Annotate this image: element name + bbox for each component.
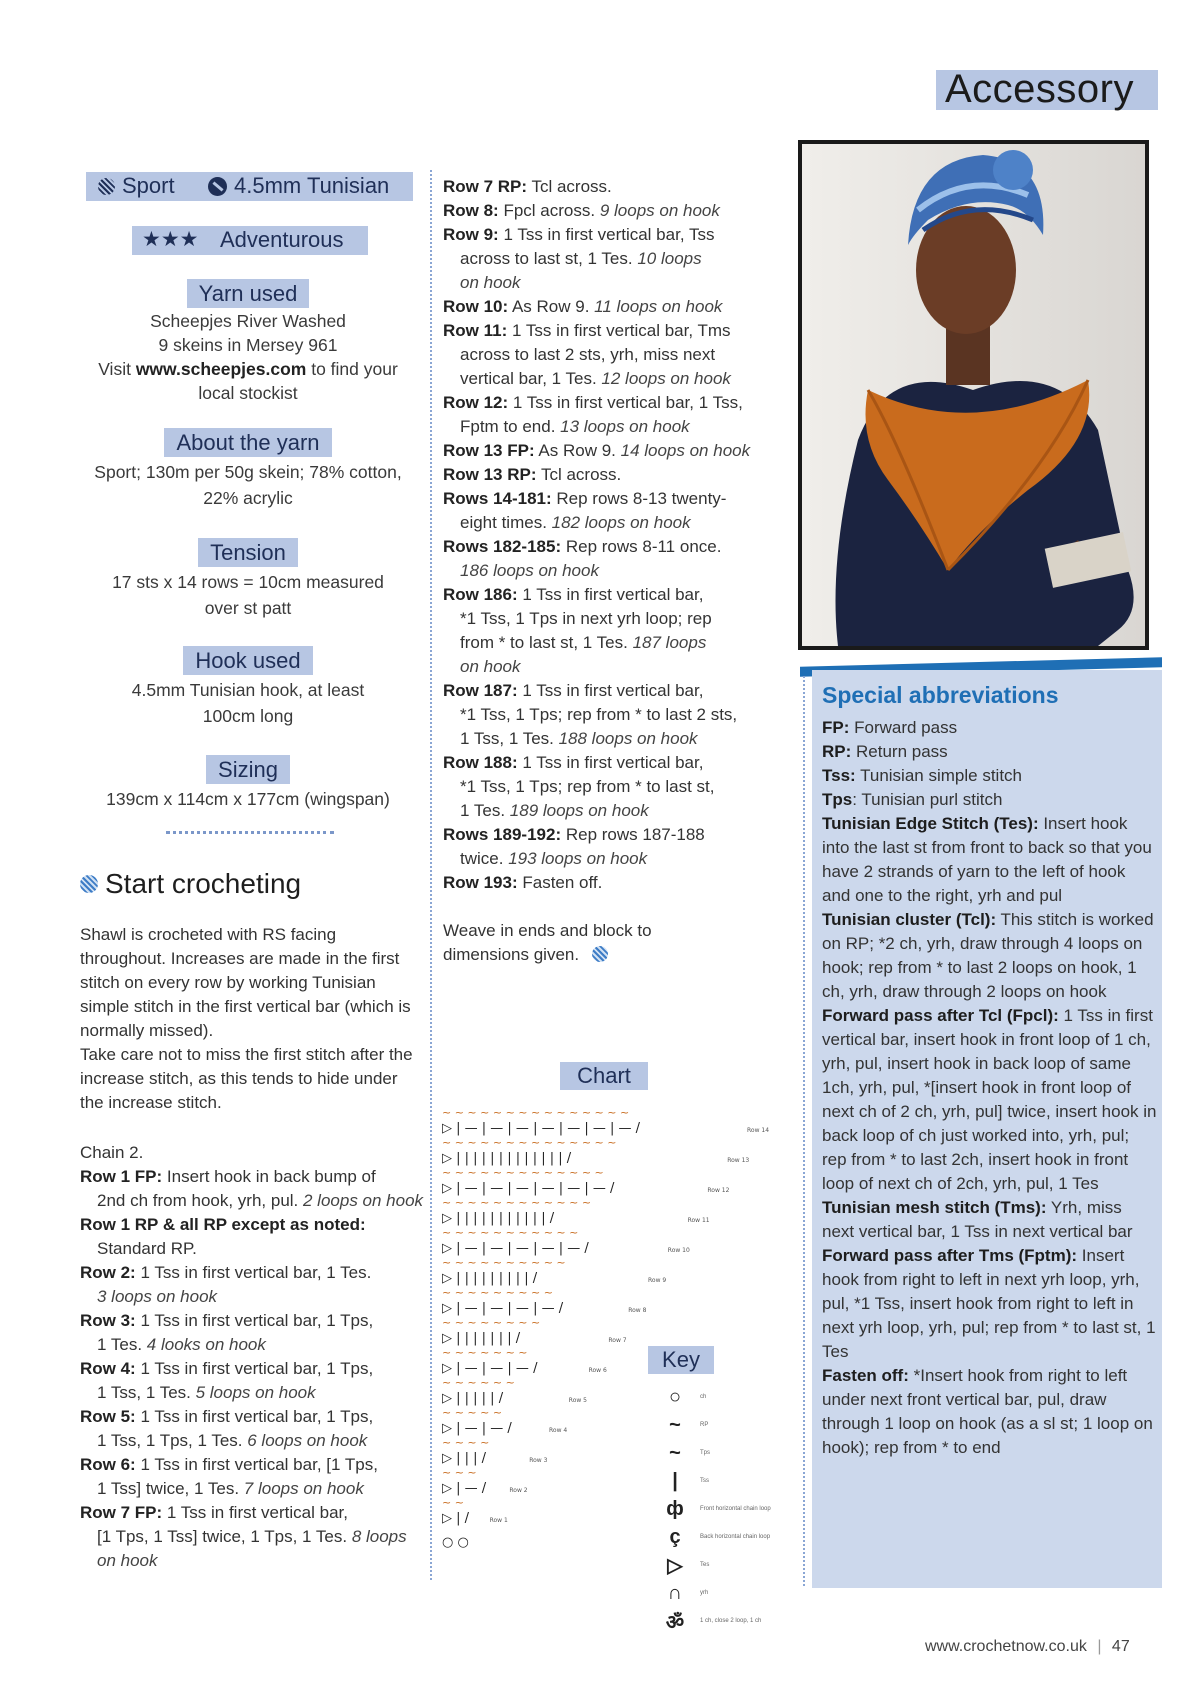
- tension-line2: over st patt: [204, 598, 292, 618]
- hook-icon: [208, 177, 227, 196]
- chart-row-label: Row 6: [588, 1367, 607, 1374]
- row-loop-count: 7 loops on hook: [243, 1479, 364, 1498]
- yarn-line4: local stockist: [198, 383, 298, 403]
- row-text: Tcl across.: [536, 465, 622, 484]
- sizing-section: [78, 755, 418, 811]
- yarn-visit-line: Visit www.scheepjes.com to find your: [98, 359, 398, 379]
- end-yarn-ball-icon: [592, 946, 608, 962]
- row-text: 1 Tss in first vertical bar, 1 Tps,: [135, 1407, 374, 1426]
- row-loop-count: 8 loops: [351, 1527, 407, 1546]
- key-label: Tss: [700, 1478, 709, 1484]
- row-text: *1 Tss, 1 Tps in next yrh loop; rep: [460, 609, 712, 628]
- yarn-ball-icon: [98, 178, 115, 195]
- abbreviation-term: Tunisian Edge Stitch (Tes):: [822, 814, 1039, 833]
- abbreviation-item: [822, 740, 1157, 764]
- chart-row-label: Row 3: [529, 1457, 548, 1464]
- about-line1: Sport; 130m per 50g skein; 78% cotton,: [94, 462, 402, 482]
- pattern-row-cont: [443, 847, 788, 871]
- model-photo: [798, 140, 1149, 650]
- yarn-used-section: [78, 279, 418, 405]
- row-text: 2nd ch from hook, yrh, pul.: [97, 1191, 303, 1210]
- start-intro: [80, 923, 418, 1115]
- section-divider: [166, 831, 334, 834]
- row-loop-count: 10 loops: [637, 249, 702, 268]
- pattern-row: [443, 223, 788, 247]
- pattern-row: [443, 319, 788, 343]
- row-text: twice.: [460, 849, 509, 868]
- chart-stitch-row: ▷ | | | | | | | /: [442, 1331, 521, 1346]
- row-text: Rep rows 8-13 twenty-: [551, 489, 727, 508]
- abbreviation-item: [822, 1364, 1157, 1460]
- row-text: Insert hook in back bump of: [162, 1167, 376, 1186]
- difficulty-stars: ★★★: [142, 228, 199, 251]
- key-item: [660, 1467, 790, 1495]
- difficulty-tag: [132, 226, 368, 255]
- yarn-ball-icon: [80, 875, 98, 893]
- row-text: across to last 2 sts, yrh, miss next: [460, 345, 716, 364]
- page-number: 47: [1111, 1638, 1130, 1655]
- row-text: Tcl across.: [527, 177, 612, 196]
- panel-divider: [803, 676, 805, 1586]
- row-text: *1 Tss, 1 Tps; rep from * to last st,: [460, 777, 715, 796]
- pattern-row-cont: [443, 343, 788, 367]
- abbreviation-definition: : Tunisian purl stitch: [852, 790, 1003, 809]
- chart-row-label: Row 1: [489, 1517, 508, 1524]
- row-text: across to last st, 1 Tes.: [460, 249, 638, 268]
- pattern-row-cont: [443, 367, 788, 391]
- col2-row-list: [443, 175, 788, 967]
- chart-rp-marks: ~ ~ ~ ~ ~ ~ ~ ~ ~: [442, 1286, 553, 1299]
- key-symbol-icon: ○: [668, 1385, 682, 1408]
- row-text: 1 Tss in first vertical bar,: [162, 1503, 348, 1522]
- row-label: Row 5:: [80, 1407, 136, 1426]
- pattern-row: [80, 1357, 425, 1381]
- key-item: [660, 1523, 790, 1551]
- category-label: Accessory: [945, 67, 1134, 111]
- abbreviation-definition: Tunisian simple stitch: [855, 766, 1022, 785]
- pattern-row-cont: [443, 703, 788, 727]
- key-symbol-icon: ç: [669, 1525, 681, 1548]
- row-loop-count: 6 loops on hook: [247, 1431, 368, 1450]
- key-label: Tes: [700, 1562, 710, 1568]
- row-loop-count: 186 loops on hook: [460, 561, 599, 580]
- chart-stitch-row: ▷ | — | — /: [442, 1421, 512, 1436]
- chart-stitch-row: ▷ | | | | | | | | | | | /: [442, 1211, 555, 1226]
- hook-used-section: [78, 646, 418, 728]
- footer-separator: |: [1097, 1638, 1102, 1655]
- chart-rp-marks: ~ ~ ~ ~ ~ ~ ~ ~ ~ ~: [442, 1256, 566, 1269]
- row-loop-count: 12 loops on hook: [601, 369, 731, 388]
- pattern-row: [80, 1213, 425, 1237]
- footer-url[interactable]: www.crochetnow.co.uk: [925, 1638, 1087, 1655]
- pattern-row-cont: [80, 1381, 425, 1405]
- row-text: 1 Tss in first vertical bar, Tss: [498, 225, 715, 244]
- pattern-row: [80, 1453, 425, 1477]
- row-text: 1 Tss in first vertical bar, 1 Tss,: [508, 393, 743, 412]
- row-loop-count: 14 loops on hook: [620, 441, 751, 460]
- abbreviation-item: [822, 908, 1157, 1004]
- row-text: Standard RP.: [97, 1239, 197, 1258]
- row-text: 1 Tss in first vertical bar, 1 Tps,: [135, 1359, 374, 1378]
- row-text: Fasten off.: [517, 873, 603, 892]
- abbreviations-heading: Special abbreviations: [822, 682, 1059, 708]
- pattern-row: [80, 1405, 425, 1429]
- row-label: Row 1 RP & all RP except as noted:: [80, 1215, 366, 1234]
- key-item: [660, 1495, 790, 1523]
- row-label: Row 193:: [443, 873, 518, 892]
- key-symbol-icon: ~: [669, 1441, 681, 1464]
- row-text: As Row 9.: [534, 441, 621, 460]
- meta-weight-hook: [86, 172, 413, 201]
- chart-row-label: Row 4: [549, 1427, 568, 1434]
- pattern-row-cont: [80, 1237, 425, 1261]
- chart-rp-marks: ~ ~ ~ ~ ~ ~ ~ ~ ~ ~ ~ ~ ~ ~: [442, 1136, 617, 1149]
- row-loop-count: 187 loops: [632, 633, 707, 652]
- row-loop-count: 4 looks on hook: [146, 1335, 266, 1354]
- pattern-row: [443, 439, 788, 463]
- row-text: 1 Tss in first vertical bar,: [517, 753, 704, 772]
- row-text: [1 Tps, 1 Tss] twice, 1 Tps, 1 Tes.: [97, 1527, 352, 1546]
- sizing-heading: Sizing: [206, 755, 290, 784]
- chart-row-label: Row 14: [747, 1127, 770, 1134]
- row-loop-count: on hook: [97, 1551, 158, 1570]
- key-heading-tag: [648, 1346, 714, 1374]
- row-text: 1 Tss, 1 Tes.: [97, 1383, 196, 1402]
- chart-rp-marks: ~ ~ ~ ~ ~ ~: [442, 1376, 515, 1389]
- pattern-row-cont: [443, 727, 788, 751]
- abbreviation-term: FP:: [822, 718, 850, 737]
- abbreviation-definition: Insert hook from right to left in next yrh loop, yrh, pul, *1 Tss, insert hook from right to left in next yrh loop, yrh, pul; rep from * to last st, 1 Tes: [822, 1246, 1156, 1361]
- chart-heading-tag: [560, 1062, 648, 1090]
- row-loop-count: 188 loops on hook: [558, 729, 698, 748]
- row-loop-count: 5 loops on hook: [195, 1383, 316, 1402]
- pattern-row: [443, 751, 788, 775]
- pattern-row: [443, 175, 788, 199]
- row-text: 1 Tss in first vertical bar,: [517, 681, 704, 700]
- abbreviation-term: RP:: [822, 742, 852, 761]
- row-loop-count: 13 loops on hook: [560, 417, 690, 436]
- pattern-row: [443, 487, 788, 511]
- row-text: Fptm to end.: [460, 417, 561, 436]
- row-text: As Row 9.: [508, 297, 595, 316]
- pattern-row-cont: [443, 775, 788, 799]
- pattern-row-cont: [80, 1189, 425, 1213]
- category-tag: [936, 67, 1158, 111]
- pattern-row-cont: [80, 1333, 425, 1357]
- row-label: Row 7 RP:: [443, 177, 528, 196]
- chain-instruction: Chain 2.: [80, 1143, 144, 1162]
- about-yarn-section: [78, 428, 418, 510]
- row-loop-count: 9 loops on hook: [599, 201, 720, 220]
- chart-stitch-row: ▷ | — | — | — | — /: [442, 1301, 564, 1316]
- key-list: [660, 1383, 790, 1635]
- pattern-row-cont: [443, 271, 788, 295]
- pattern-row: [443, 679, 788, 703]
- chart-stitch-row: ▷ | | | | | /: [442, 1391, 504, 1406]
- key-item: [660, 1551, 790, 1579]
- chart-row-label: Row 7: [608, 1337, 627, 1344]
- abbreviation-term: Tunisian cluster (Tcl):: [822, 910, 997, 929]
- chart-stitch-row: ▷ | — | — | — | — | — | — | — /: [442, 1121, 641, 1136]
- abbreviation-term: Forward pass after Tcl (Fpcl):: [822, 1006, 1059, 1025]
- row-text: 1 Tss in first vertical bar, 1 Tes.: [135, 1263, 372, 1282]
- pattern-row-cont: [443, 799, 788, 823]
- yarn-line1: Scheepjes River Washed: [150, 311, 346, 331]
- pattern-row-cont: [443, 559, 788, 583]
- key-item: [660, 1439, 790, 1467]
- pattern-row-cont: [443, 511, 788, 535]
- abbreviation-definition: 1 Tss in first vertical bar, insert hook in front loop of 1 ch, yrh, pul, insert hook in back loop of same 1ch, yrh, pul, *[insert hook in front loop of next ch of 2 ch, yrh, pul] twice, insert hook in back loop of ch just worked into, yrh, pul; rep from * to last 2ch, insert hook in front loop of next ch of 2ch, yrh, pul, 1 Tes: [822, 1006, 1157, 1193]
- key-symbol-icon: ॐ: [665, 1611, 685, 1634]
- chart-stitch-row: ▷ | | | | | | | | | | | | | /: [442, 1151, 572, 1166]
- pattern-row: [80, 1165, 425, 1189]
- abbreviation-item: [822, 1244, 1157, 1364]
- row-label: Row 4:: [80, 1359, 136, 1378]
- abbreviation-definition: This stitch is worked on RP; *2 ch, yrh, draw through 4 loops on hook; rep from * to last 2 loops on hook, 1 ch, yrh, draw through 2 loops on hook: [822, 910, 1154, 1001]
- chart-row-label: Row 9: [648, 1277, 667, 1284]
- abbreviation-item: [822, 1004, 1157, 1196]
- pattern-row: [443, 199, 788, 223]
- yarn-used-heading: Yarn used: [187, 279, 310, 308]
- row-label: Row 12:: [443, 393, 509, 412]
- pattern-row-cont: [443, 631, 788, 655]
- pattern-row: [80, 1501, 425, 1525]
- chart-stitch-row: ▷ | — | — | — /: [442, 1361, 538, 1376]
- row-label: Row 13 RP:: [443, 465, 537, 484]
- pattern-row: [80, 1261, 425, 1285]
- tension-section: [78, 538, 418, 620]
- key-symbol-icon: ∩: [667, 1581, 683, 1604]
- weight-label: Sport: [122, 173, 175, 198]
- row-loop-count: 2 loops on hook: [303, 1191, 424, 1210]
- key-symbol-icon: ~: [669, 1413, 681, 1436]
- sizing-line1: 139cm x 114cm x 177cm (wingspan): [106, 789, 390, 809]
- pattern-row: [443, 583, 788, 607]
- finish-line2: dimensions given.: [443, 943, 788, 967]
- footer: [925, 1638, 1130, 1656]
- chart-heading: Chart: [577, 1063, 631, 1088]
- intro-para2: Take care not to miss the first stitch after the increase stitch, as this tends to hide under the increase stitch.: [80, 1045, 413, 1112]
- chart-stitch-row: ▷ | — /: [442, 1481, 487, 1496]
- key-symbol-icon: ф: [666, 1497, 684, 1520]
- chart-row-label: Row 8: [628, 1307, 647, 1314]
- abbreviation-term: Forward pass after Tms (Fptm):: [822, 1246, 1078, 1265]
- chart-rp-marks: ~ ~ ~ ~: [442, 1436, 490, 1449]
- hook-line1: 4.5mm Tunisian hook, at least: [131, 680, 365, 700]
- row-label: Row 3:: [80, 1311, 136, 1330]
- abbreviation-definition: *Insert hook from right to left under next front vertical bar, pul, draw through 1 loop on hook (as a sl st; 1 loop on hook); rep from * to end: [822, 1366, 1153, 1457]
- scheepjes-link[interactable]: www.scheepjes.com: [135, 359, 307, 379]
- row-text: from * to last st, 1 Tes.: [460, 633, 633, 652]
- row-label: Row 188:: [443, 753, 518, 772]
- row-text: Rep rows 187-188: [561, 825, 705, 844]
- row-text: 1 Tes.: [460, 801, 510, 820]
- key-label: 1 ch, close 2 loop, 1 ch: [700, 1618, 762, 1624]
- pattern-row: [443, 295, 788, 319]
- key-label: yrh: [700, 1590, 709, 1596]
- row-loop-count: 189 loops on hook: [509, 801, 649, 820]
- key-label: Back horizontal chain loop: [700, 1534, 771, 1540]
- start-heading: Start crocheting: [105, 868, 302, 899]
- pattern-row-cont: [80, 1429, 425, 1453]
- row-text: 1 Tss in first vertical bar, Tms: [507, 321, 731, 340]
- abbreviation-definition: Return pass: [851, 742, 948, 761]
- chart-rp-marks: ~ ~ ~ ~ ~ ~ ~ ~ ~ ~ ~: [442, 1226, 579, 1239]
- pattern-row: [80, 1309, 425, 1333]
- chart-row-label: Row 13: [727, 1157, 750, 1164]
- abbreviation-term: Tps: [822, 790, 853, 809]
- difficulty-label: Adventurous: [220, 227, 344, 252]
- abbreviation-list: [822, 716, 1157, 1460]
- row-label: Row 186:: [443, 585, 518, 604]
- abbreviation-item: [822, 764, 1157, 788]
- row-label: Row 8:: [443, 201, 499, 220]
- chart-rp-marks: ~ ~ ~ ~ ~ ~ ~ ~ ~ ~ ~ ~ ~: [442, 1166, 604, 1179]
- abbreviation-item: [822, 812, 1157, 908]
- hook-size-label: 4.5mm Tunisian: [234, 173, 390, 198]
- row-label: Rows 14-181:: [443, 489, 552, 508]
- pattern-row: [443, 391, 788, 415]
- chart-foundation-chain: ○ ○: [442, 1535, 469, 1550]
- abbreviation-term: Tunisian mesh stitch (Tms):: [822, 1198, 1047, 1217]
- row-text: 1 Tes.: [97, 1335, 147, 1354]
- row-text: *1 Tss, 1 Tps; rep from * to last 2 sts,: [460, 705, 738, 724]
- finish-line1: Weave in ends and block to: [443, 921, 652, 940]
- row-text: vertical bar, 1 Tes.: [460, 369, 602, 388]
- abbreviation-definition: Yrh, miss next vertical bar, 1 Tss in next vertical bar: [822, 1198, 1133, 1241]
- photo-illustration: [798, 140, 1149, 650]
- row-text: Fpcl across.: [498, 201, 600, 220]
- key-label: RP: [700, 1422, 709, 1428]
- key-heading: Key: [662, 1347, 700, 1372]
- abbreviation-term: Fasten off:: [822, 1366, 909, 1385]
- abbreviation-item: [822, 716, 1157, 740]
- chart-stitch-row: ▷ | — | — | — | — | — /: [442, 1241, 589, 1256]
- pattern-row-cont: [80, 1525, 425, 1549]
- key-label: Tps: [700, 1450, 711, 1456]
- row-label: Row 11:: [443, 321, 508, 340]
- row-text: 1 Tss in first vertical bar, 1 Tps,: [135, 1311, 374, 1330]
- row-text: 1 Tss in first vertical bar,: [517, 585, 704, 604]
- chart-row-label: Row 5: [568, 1397, 588, 1404]
- key-item: [660, 1383, 790, 1411]
- row-label: Row 10:: [443, 297, 509, 316]
- key-item: [660, 1607, 790, 1635]
- row-text: 1 Tss] twice, 1 Tes.: [97, 1479, 244, 1498]
- chart-row-label: Row 2: [509, 1487, 528, 1494]
- row-label: Row 13 FP:: [443, 441, 535, 460]
- column-divider: [430, 170, 432, 1580]
- abbreviation-item: [822, 1196, 1157, 1244]
- tension-heading: Tension: [198, 538, 298, 567]
- row-label: Row 6:: [80, 1455, 136, 1474]
- key-symbol-icon: ▷: [667, 1554, 683, 1577]
- pattern-row-cont: [443, 655, 788, 679]
- row-label: Row 7 FP:: [80, 1503, 163, 1522]
- row-label: Row 2:: [80, 1263, 136, 1282]
- pattern-row: [443, 871, 788, 895]
- chart-stitch-row: ▷ | | | | | | | | | /: [442, 1271, 538, 1286]
- abbreviation-item: [822, 788, 1157, 812]
- key-symbol-icon: |: [672, 1469, 678, 1492]
- chart-row-label: Row 11: [687, 1217, 710, 1224]
- about-yarn-heading: About the yarn: [164, 428, 331, 457]
- row-loop-count: on hook: [460, 273, 521, 292]
- row-text: Rep rows 8-11 once.: [561, 537, 722, 556]
- chart-row-label: Row 12: [707, 1187, 730, 1194]
- pattern-row-cont: [443, 247, 788, 271]
- abbreviation-term: Tss:: [822, 766, 856, 785]
- abbreviations-panel: [812, 670, 1162, 1588]
- hook-line2: 100cm long: [202, 706, 294, 726]
- row-text: 1 Tss, 1 Tps, 1 Tes.: [97, 1431, 248, 1450]
- chart-row-label: Row 10: [667, 1247, 690, 1254]
- pattern-row-cont: [80, 1549, 425, 1573]
- row-loop-count: 11 loops on hook: [594, 297, 723, 316]
- chart-rp-marks: ~ ~ ~ ~ ~ ~ ~ ~ ~ ~ ~ ~ ~ ~ ~: [442, 1106, 630, 1119]
- row-label: Row 1 FP:: [80, 1167, 163, 1186]
- row-label: Row 187:: [443, 681, 518, 700]
- pattern-row-cont: [80, 1285, 425, 1309]
- chart-rp-marks: ~ ~: [442, 1496, 464, 1509]
- chart-rp-marks: ~ ~ ~ ~ ~ ~ ~ ~: [442, 1316, 541, 1329]
- key-item: [660, 1579, 790, 1607]
- yarn-line2: 9 skeins in Mersey 961: [158, 335, 338, 355]
- chart-rp-marks: ~ ~ ~ ~ ~: [442, 1406, 503, 1419]
- chart-stitch-row: ▷ | | | /: [442, 1451, 487, 1466]
- row-loop-count: on hook: [460, 657, 521, 676]
- row-label: Rows 182-185:: [443, 537, 562, 556]
- pattern-row-cont: [80, 1477, 425, 1501]
- intro-para1: Shawl is crocheted with RS facing throughout. Increases are made in the first stitch on every row by working Tunisian simple stitch in the first vertical bar (which is normally missed).: [80, 925, 411, 1040]
- hook-used-heading: Hook used: [183, 646, 312, 675]
- pattern-row: [443, 823, 788, 847]
- key-item: [660, 1411, 790, 1439]
- chart-rp-marks: ~ ~ ~ ~ ~ ~ ~: [442, 1346, 528, 1359]
- row-loop-count: 3 loops on hook: [97, 1287, 218, 1306]
- pattern-row-cont: [443, 607, 788, 631]
- row-loop-count: 193 loops on hook: [508, 849, 648, 868]
- chart-stitch-row: ▷ | /: [442, 1511, 470, 1526]
- abbreviation-definition: Insert hook into the last st from front to back so that you have 2 strands of yarn to the left of hook and one to the right, yrh and pul: [822, 814, 1152, 905]
- row-label: Row 9:: [443, 225, 499, 244]
- key-label: Front horizontal chain loop: [700, 1506, 771, 1512]
- row-text: 1 Tss in first vertical bar, [1 Tps,: [135, 1455, 378, 1474]
- chart-rp-marks: ~ ~ ~: [442, 1466, 477, 1479]
- key-label: ch: [700, 1394, 707, 1400]
- row-text: 1 Tss, 1 Tes.: [460, 729, 559, 748]
- about-line2: 22% acrylic: [203, 488, 293, 508]
- chart-rp-marks: ~ ~ ~ ~ ~ ~ ~ ~ ~ ~ ~ ~: [442, 1196, 592, 1209]
- row-loop-count: 182 loops on hook: [551, 513, 691, 532]
- chart-stitch-row: ▷ | — | — | — | — | — | — /: [442, 1181, 615, 1196]
- pattern-row: [443, 535, 788, 559]
- col1-row-list: [80, 1141, 425, 1573]
- tension-line1: 17 sts x 14 rows = 10cm measured: [112, 572, 384, 592]
- row-text: eight times.: [460, 513, 552, 532]
- pattern-row: [443, 463, 788, 487]
- row-label: Rows 189-192:: [443, 825, 562, 844]
- abbreviation-definition: Forward pass: [849, 718, 958, 737]
- pattern-row-cont: [443, 415, 788, 439]
